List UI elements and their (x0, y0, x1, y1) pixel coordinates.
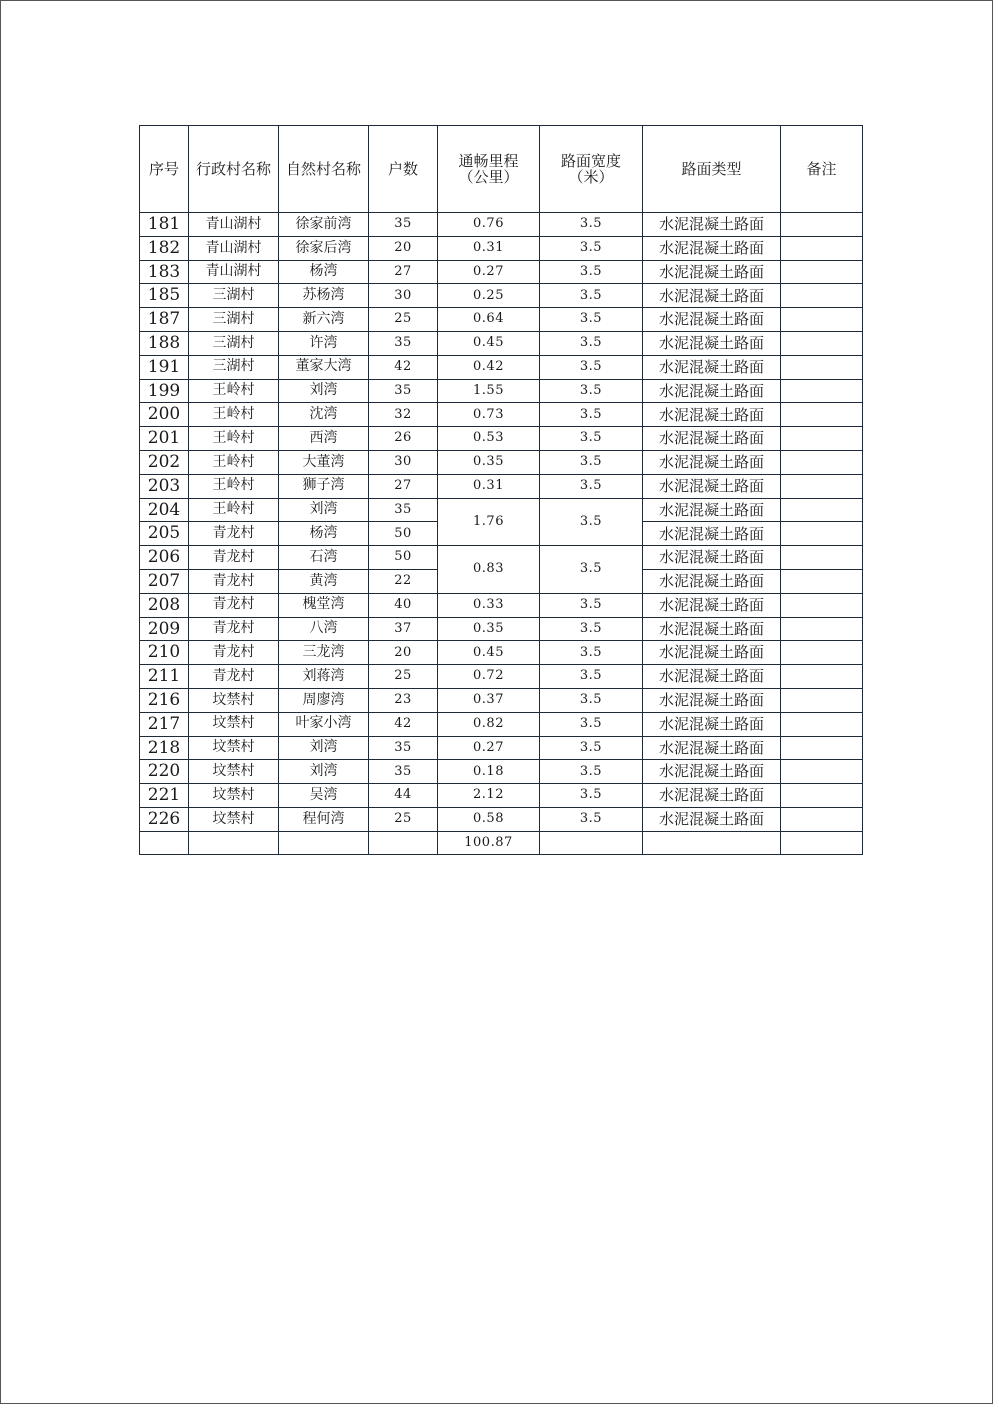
row-remark (781, 712, 863, 736)
row-natural-village: 沈湾 (279, 403, 369, 427)
row-width: 3.5 (540, 546, 643, 594)
row-natural-village: 周廖湾 (279, 688, 369, 712)
row-length: 0.82 (438, 712, 540, 736)
header-remarks: 备注 (781, 126, 863, 213)
row-admin-village: 青龙村 (189, 665, 279, 689)
row-surface-type: 水泥混凝土路面 (643, 593, 781, 617)
header-households: 户数 (369, 126, 438, 213)
row-remark (781, 522, 863, 546)
row-no: 218 (140, 736, 189, 760)
row-households: 26 (369, 427, 438, 451)
row-length: 0.76 (438, 213, 540, 237)
row-remark (781, 688, 863, 712)
table-row (140, 688, 863, 712)
row-width: 3.5 (540, 236, 643, 260)
row-no: 220 (140, 760, 189, 784)
row-length: 0.27 (438, 260, 540, 284)
row-width: 3.5 (540, 260, 643, 284)
row-no: 200 (140, 403, 189, 427)
total-length: 100.87 (438, 831, 540, 854)
row-width: 3.5 (540, 665, 643, 689)
row-natural-village: 刘湾 (279, 498, 369, 522)
table-row (140, 450, 863, 474)
table-row (140, 236, 863, 260)
row-no: 187 (140, 308, 189, 332)
row-remark (781, 569, 863, 593)
row-natural-village: 叶家小湾 (279, 712, 369, 736)
row-surface-type: 水泥混凝土路面 (643, 427, 781, 451)
row-admin-village: 坟禁村 (189, 807, 279, 831)
row-no: 202 (140, 450, 189, 474)
row-households: 30 (369, 284, 438, 308)
table-row (140, 807, 863, 831)
row-households: 35 (369, 736, 438, 760)
row-natural-village: 西湾 (279, 427, 369, 451)
row-length: 0.45 (438, 331, 540, 355)
row-surface-type: 水泥混凝土路面 (643, 236, 781, 260)
row-natural-village: 刘湾 (279, 736, 369, 760)
row-width: 3.5 (540, 450, 643, 474)
row-natural-village: 八湾 (279, 617, 369, 641)
header-admin-village: 行政村名称 (189, 126, 279, 213)
row-natural-village: 徐家前湾 (279, 213, 369, 237)
row-households: 44 (369, 784, 438, 808)
row-length: 0.45 (438, 641, 540, 665)
row-natural-village: 石湾 (279, 546, 369, 570)
row-admin-village: 青山湖村 (189, 213, 279, 237)
row-admin-village: 青山湖村 (189, 260, 279, 284)
row-length: 0.64 (438, 308, 540, 332)
row-length: 0.35 (438, 617, 540, 641)
row-remark (781, 641, 863, 665)
row-admin-village: 三湖村 (189, 308, 279, 332)
row-remark (781, 450, 863, 474)
row-no: 226 (140, 807, 189, 831)
row-surface-type: 水泥混凝土路面 (643, 665, 781, 689)
row-surface-type: 水泥混凝土路面 (643, 284, 781, 308)
row-admin-village: 坟禁村 (189, 688, 279, 712)
row-natural-village: 徐家后湾 (279, 236, 369, 260)
row-admin-village: 青龙村 (189, 569, 279, 593)
table-row (140, 403, 863, 427)
row-length: 1.55 (438, 379, 540, 403)
row-width: 3.5 (540, 308, 643, 332)
table-row (140, 284, 863, 308)
table-row (140, 736, 863, 760)
header-surface-type: 路面类型 (643, 126, 781, 213)
table-row (140, 712, 863, 736)
row-surface-type: 水泥混凝土路面 (643, 712, 781, 736)
total-empty-natural (279, 831, 369, 854)
row-no: 207 (140, 569, 189, 593)
row-remark (781, 546, 863, 570)
row-households: 37 (369, 617, 438, 641)
row-households: 35 (369, 379, 438, 403)
table-body (140, 213, 863, 855)
row-remark (781, 284, 863, 308)
row-remark (781, 236, 863, 260)
row-length: 0.18 (438, 760, 540, 784)
row-natural-village: 刘蒋湾 (279, 665, 369, 689)
row-length: 0.37 (438, 688, 540, 712)
row-width: 3.5 (540, 355, 643, 379)
total-empty-households (369, 831, 438, 854)
header-natural-village: 自然村名称 (279, 126, 369, 213)
header-length-unit: （公里） (458, 168, 519, 186)
row-length: 0.35 (438, 450, 540, 474)
row-length: 0.73 (438, 403, 540, 427)
row-no: 182 (140, 236, 189, 260)
row-surface-type: 水泥混凝土路面 (643, 260, 781, 284)
table-row (140, 498, 863, 522)
row-natural-village: 大董湾 (279, 450, 369, 474)
row-admin-village: 三湖村 (189, 284, 279, 308)
row-width: 3.5 (540, 807, 643, 831)
row-surface-type: 水泥混凝土路面 (643, 498, 781, 522)
header-length-title: 通畅里程 (458, 151, 519, 170)
row-remark (781, 736, 863, 760)
row-length: 2.12 (438, 784, 540, 808)
table-header-row (140, 126, 863, 213)
row-length: 1.76 (438, 498, 540, 546)
road-table (139, 125, 863, 855)
row-surface-type: 水泥混凝土路面 (643, 379, 781, 403)
row-natural-village: 刘湾 (279, 760, 369, 784)
row-surface-type: 水泥混凝土路面 (643, 569, 781, 593)
row-remark (781, 498, 863, 522)
row-households: 35 (369, 331, 438, 355)
header-width-unit: （米） (568, 168, 614, 186)
total-empty-width (540, 831, 643, 854)
row-no: 191 (140, 355, 189, 379)
row-surface-type: 水泥混凝土路面 (643, 522, 781, 546)
row-surface-type: 水泥混凝土路面 (643, 807, 781, 831)
row-admin-village: 坟禁村 (189, 736, 279, 760)
table-row (140, 427, 863, 451)
row-no: 210 (140, 641, 189, 665)
row-no: 216 (140, 688, 189, 712)
row-no: 209 (140, 617, 189, 641)
row-remark (781, 665, 863, 689)
row-remark (781, 617, 863, 641)
row-households: 20 (369, 641, 438, 665)
row-remark (781, 355, 863, 379)
row-remark (781, 807, 863, 831)
table-row (140, 331, 863, 355)
table-row (140, 617, 863, 641)
table-row (140, 355, 863, 379)
row-remark (781, 213, 863, 237)
row-households: 22 (369, 569, 438, 593)
row-natural-village: 程何湾 (279, 807, 369, 831)
row-remark (781, 331, 863, 355)
row-natural-village: 吴湾 (279, 784, 369, 808)
row-admin-village: 王岭村 (189, 498, 279, 522)
row-admin-village: 青龙村 (189, 593, 279, 617)
total-empty-admin (189, 831, 279, 854)
header-length (438, 126, 540, 213)
row-width: 3.5 (540, 403, 643, 427)
row-natural-village: 董家大湾 (279, 355, 369, 379)
row-length: 0.31 (438, 236, 540, 260)
table-row (140, 593, 863, 617)
header-width-title: 路面宽度 (560, 151, 621, 170)
row-length: 0.25 (438, 284, 540, 308)
row-households: 25 (369, 308, 438, 332)
row-no: 181 (140, 213, 189, 237)
row-surface-type: 水泥混凝土路面 (643, 546, 781, 570)
row-width: 3.5 (540, 617, 643, 641)
row-surface-type: 水泥混凝土路面 (643, 213, 781, 237)
row-remark (781, 308, 863, 332)
row-households: 32 (369, 403, 438, 427)
row-width: 3.5 (540, 736, 643, 760)
row-natural-village: 杨湾 (279, 522, 369, 546)
row-households: 27 (369, 474, 438, 498)
row-no: 208 (140, 593, 189, 617)
row-households: 27 (369, 260, 438, 284)
row-width: 3.5 (540, 593, 643, 617)
row-natural-village: 许湾 (279, 331, 369, 355)
row-width: 3.5 (540, 284, 643, 308)
row-length: 0.27 (438, 736, 540, 760)
row-surface-type: 水泥混凝土路面 (643, 331, 781, 355)
table-row (140, 784, 863, 808)
row-width: 3.5 (540, 427, 643, 451)
header-no: 序号 (140, 126, 189, 213)
row-households: 23 (369, 688, 438, 712)
table-row (140, 641, 863, 665)
row-natural-village: 刘湾 (279, 379, 369, 403)
row-remark (781, 379, 863, 403)
row-surface-type: 水泥混凝土路面 (643, 784, 781, 808)
row-no: 211 (140, 665, 189, 689)
row-width: 3.5 (540, 712, 643, 736)
row-width: 3.5 (540, 784, 643, 808)
total-empty-remark (781, 831, 863, 854)
row-natural-village: 苏杨湾 (279, 284, 369, 308)
row-width: 3.5 (540, 379, 643, 403)
row-households: 42 (369, 355, 438, 379)
row-admin-village: 三湖村 (189, 355, 279, 379)
row-no: 183 (140, 260, 189, 284)
row-households: 25 (369, 807, 438, 831)
row-surface-type: 水泥混凝土路面 (643, 641, 781, 665)
row-admin-village: 青龙村 (189, 546, 279, 570)
row-admin-village: 坟禁村 (189, 712, 279, 736)
row-no: 204 (140, 498, 189, 522)
row-no: 188 (140, 331, 189, 355)
row-households: 30 (369, 450, 438, 474)
row-admin-village: 青龙村 (189, 617, 279, 641)
row-surface-type: 水泥混凝土路面 (643, 450, 781, 474)
table-row (140, 665, 863, 689)
row-remark (781, 427, 863, 451)
row-length: 0.72 (438, 665, 540, 689)
row-width: 3.5 (540, 760, 643, 784)
row-width: 3.5 (540, 213, 643, 237)
table-row (140, 760, 863, 784)
row-surface-type: 水泥混凝土路面 (643, 617, 781, 641)
row-natural-village: 三龙湾 (279, 641, 369, 665)
row-remark (781, 260, 863, 284)
table-row (140, 379, 863, 403)
row-households: 25 (369, 665, 438, 689)
row-width: 3.5 (540, 331, 643, 355)
row-length: 0.58 (438, 807, 540, 831)
row-admin-village: 青龙村 (189, 641, 279, 665)
row-no: 201 (140, 427, 189, 451)
row-surface-type: 水泥混凝土路面 (643, 474, 781, 498)
row-natural-village: 狮子湾 (279, 474, 369, 498)
row-remark (781, 784, 863, 808)
row-no: 217 (140, 712, 189, 736)
row-natural-village: 新六湾 (279, 308, 369, 332)
row-width: 3.5 (540, 641, 643, 665)
row-width: 3.5 (540, 688, 643, 712)
row-length: 0.53 (438, 427, 540, 451)
row-length: 0.83 (438, 546, 540, 594)
row-admin-village: 坟禁村 (189, 760, 279, 784)
row-households: 35 (369, 213, 438, 237)
row-households: 40 (369, 593, 438, 617)
row-admin-village: 王岭村 (189, 474, 279, 498)
total-empty-type (643, 831, 781, 854)
row-length: 0.42 (438, 355, 540, 379)
row-surface-type: 水泥混凝土路面 (643, 736, 781, 760)
total-row (140, 831, 863, 854)
row-surface-type: 水泥混凝土路面 (643, 308, 781, 332)
row-length: 0.31 (438, 474, 540, 498)
row-no: 199 (140, 379, 189, 403)
row-surface-type: 水泥混凝土路面 (643, 403, 781, 427)
row-households: 50 (369, 546, 438, 570)
row-width: 3.5 (540, 498, 643, 546)
header-width (540, 126, 643, 213)
row-remark (781, 760, 863, 784)
row-no: 205 (140, 522, 189, 546)
row-admin-village: 王岭村 (189, 450, 279, 474)
row-households: 35 (369, 498, 438, 522)
row-admin-village: 坟禁村 (189, 784, 279, 808)
row-surface-type: 水泥混凝土路面 (643, 688, 781, 712)
row-remark (781, 593, 863, 617)
row-remark (781, 474, 863, 498)
row-admin-village: 王岭村 (189, 403, 279, 427)
row-households: 50 (369, 522, 438, 546)
row-admin-village: 青山湖村 (189, 236, 279, 260)
row-remark (781, 403, 863, 427)
row-surface-type: 水泥混凝土路面 (643, 355, 781, 379)
table-row (140, 260, 863, 284)
row-admin-village: 王岭村 (189, 379, 279, 403)
row-admin-village: 王岭村 (189, 427, 279, 451)
row-no: 185 (140, 284, 189, 308)
table-row (140, 546, 863, 570)
row-natural-village: 黄湾 (279, 569, 369, 593)
table-row (140, 213, 863, 237)
row-length: 0.33 (438, 593, 540, 617)
total-empty-no (140, 831, 189, 854)
table-row (140, 474, 863, 498)
row-no: 221 (140, 784, 189, 808)
row-surface-type: 水泥混凝土路面 (643, 760, 781, 784)
table-row (140, 308, 863, 332)
row-admin-village: 三湖村 (189, 331, 279, 355)
row-admin-village: 青龙村 (189, 522, 279, 546)
row-households: 42 (369, 712, 438, 736)
row-natural-village: 槐堂湾 (279, 593, 369, 617)
row-no: 203 (140, 474, 189, 498)
row-no: 206 (140, 546, 189, 570)
row-households: 35 (369, 760, 438, 784)
row-width: 3.5 (540, 474, 643, 498)
row-natural-village: 杨湾 (279, 260, 369, 284)
row-households: 20 (369, 236, 438, 260)
